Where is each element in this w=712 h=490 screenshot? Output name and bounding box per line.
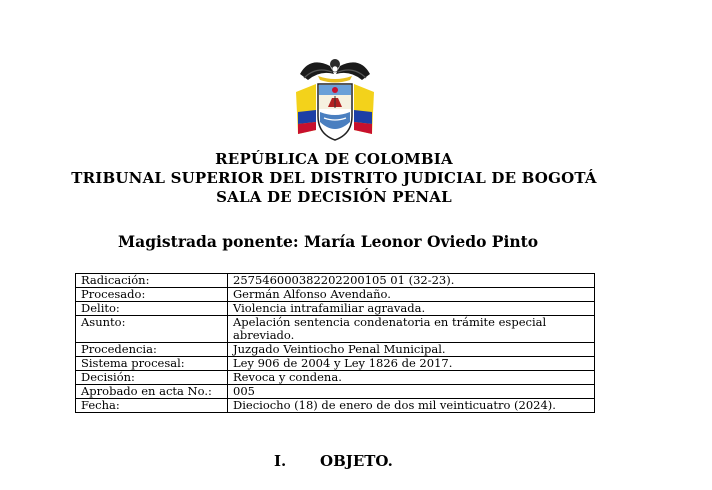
detail-label: Delito:	[76, 302, 228, 316]
table-row	[76, 288, 595, 302]
detail-value: Apelación sentencia condenatoria en trámite especial abreviado.	[228, 316, 595, 343]
detail-label: Sistema procesal:	[76, 357, 228, 371]
detail-label: Procesado:	[76, 288, 228, 302]
detail-label: Asunto:	[76, 316, 228, 343]
table-row	[76, 274, 595, 288]
detail-label: Procedencia:	[76, 343, 228, 357]
table-row	[76, 316, 595, 343]
detail-value: Dieciocho (18) de enero de dos mil veinticuatro (2024).	[228, 399, 595, 413]
chamber-heading: SALA DE DECISIÓN PENAL	[216, 188, 452, 206]
detail-value: Juzgado Veintiocho Penal Municipal.	[228, 343, 595, 357]
detail-label: Decisión:	[76, 371, 228, 385]
detail-label: Fecha:	[76, 399, 228, 413]
detail-value: 005	[228, 385, 595, 399]
detail-value: Revoca y condena.	[228, 371, 595, 385]
coat-of-arms-emblem	[290, 52, 380, 144]
table-row	[76, 343, 595, 357]
table-row	[76, 302, 595, 316]
detail-value: Germán Alfonso Avendaño.	[228, 288, 595, 302]
country-heading: REPÚBLICA DE COLOMBIA	[215, 150, 453, 168]
detail-value: Ley 906 de 2004 y Ley 1826 de 2017.	[228, 357, 595, 371]
case-details-table	[75, 273, 595, 413]
section-number: I.	[274, 452, 287, 470]
detail-label: Aprobado en acta No.:	[76, 385, 228, 399]
detail-value: Violencia intrafamiliar agravada.	[228, 302, 595, 316]
detail-value: 257546000382202200105 01 (32-23).	[228, 274, 595, 288]
section-title: OBJETO.	[320, 452, 393, 470]
table-row	[76, 385, 595, 399]
reporting-magistrate: Magistrada ponente: María Leonor Oviedo Pinto	[118, 232, 539, 251]
tribunal-heading: TRIBUNAL SUPERIOR DEL DISTRITO JUDICIAL DE BOGOTÁ	[71, 169, 597, 187]
detail-label: Radicación:	[76, 274, 228, 288]
table-row	[76, 399, 595, 413]
table-row	[76, 357, 595, 371]
section-heading	[274, 452, 393, 470]
table-row	[76, 371, 595, 385]
